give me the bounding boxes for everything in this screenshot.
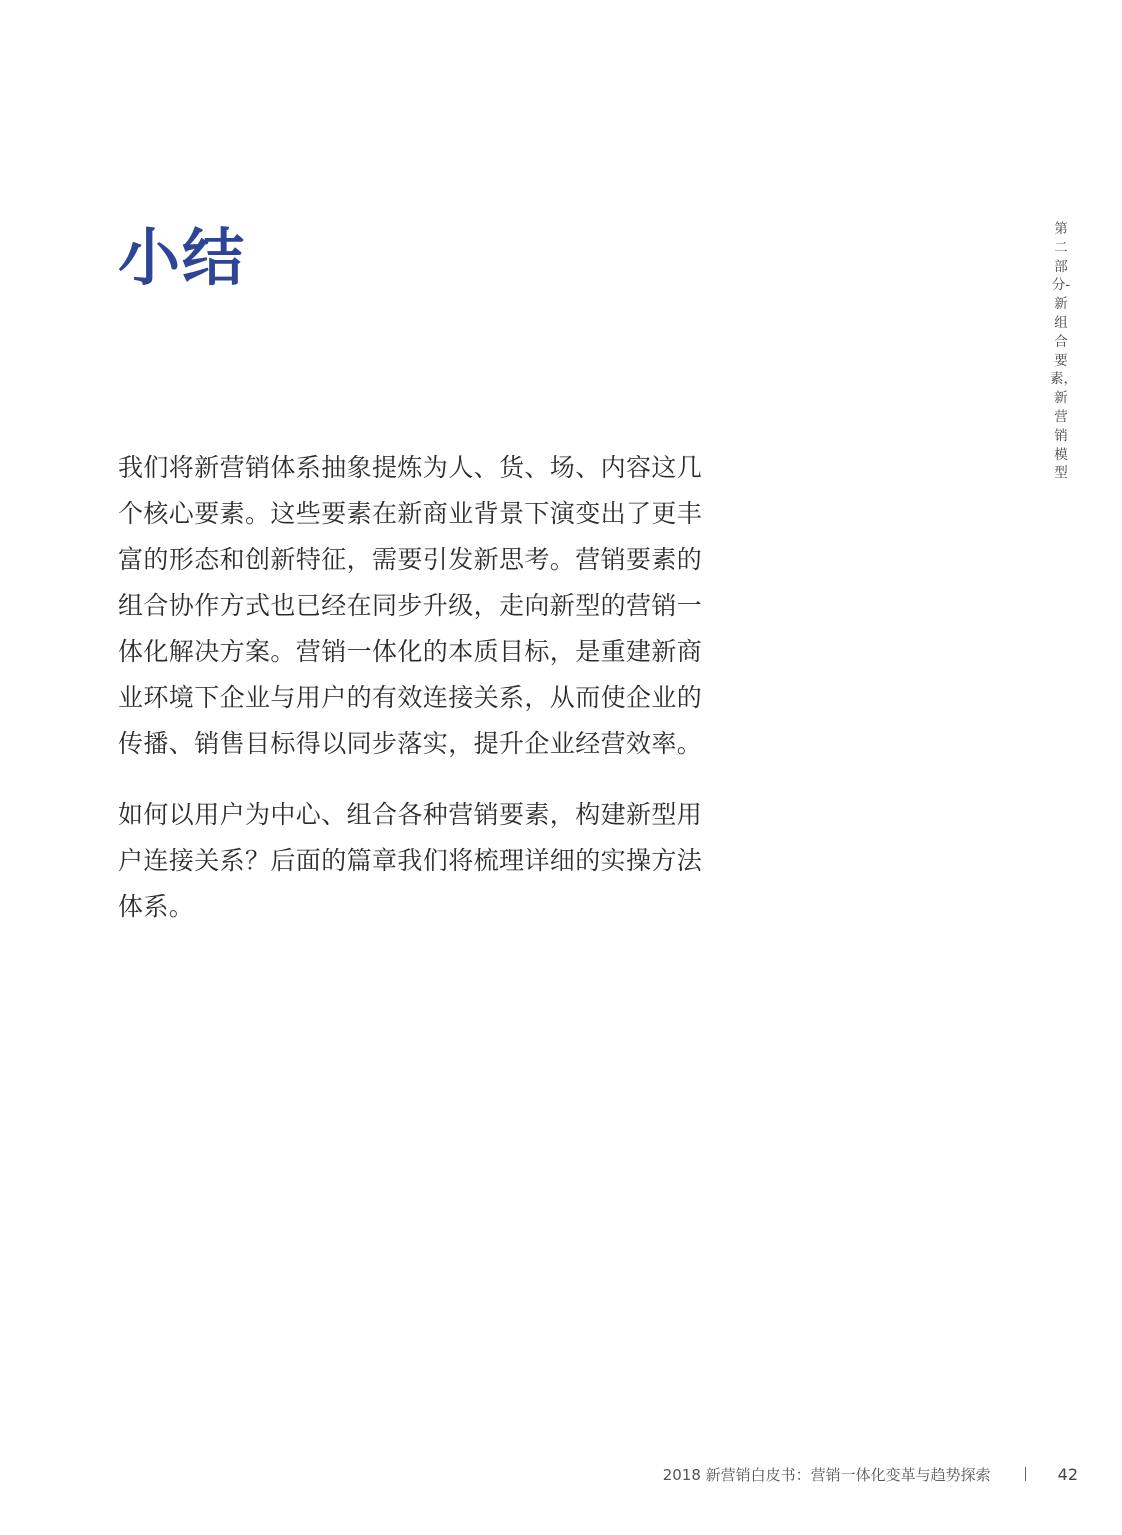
page-footer (600, 1462, 1078, 1486)
body-text (118, 445, 718, 955)
page-number: 42 (1057, 1464, 1078, 1484)
footer-title: 2018 新营销白皮书：营销一体化变革与趋势探索 (662, 1465, 991, 1484)
footer-divider (1025, 1467, 1026, 1481)
paragraph-1: 我们将新营销体系抽象提炼为人、货、场、内容这几个核心要素。这些要素在新商业背景下演变出了更丰富的形态和创新特征，需要引发新思考。营销要素的组合协作方式也已经在同步升级，走向新型的营销一体化解决方案。营销一体化的本质目标，是重建新商业环境下企业与用户的有效连接关系，从而使企业的传播、销售目标得以同步落实，提升企业经营效率。 (118, 453, 703, 758)
section-side-label: 第二部分-新组合要素，新营销模型 (1050, 221, 1077, 482)
paragraph-2: 如何以用户为中心、组合各种营销要素，构建新型用户连接关系？后面的篇章我们将梳理详细的实操方法体系。 (118, 800, 703, 921)
page-title: 小结 (118, 221, 247, 294)
